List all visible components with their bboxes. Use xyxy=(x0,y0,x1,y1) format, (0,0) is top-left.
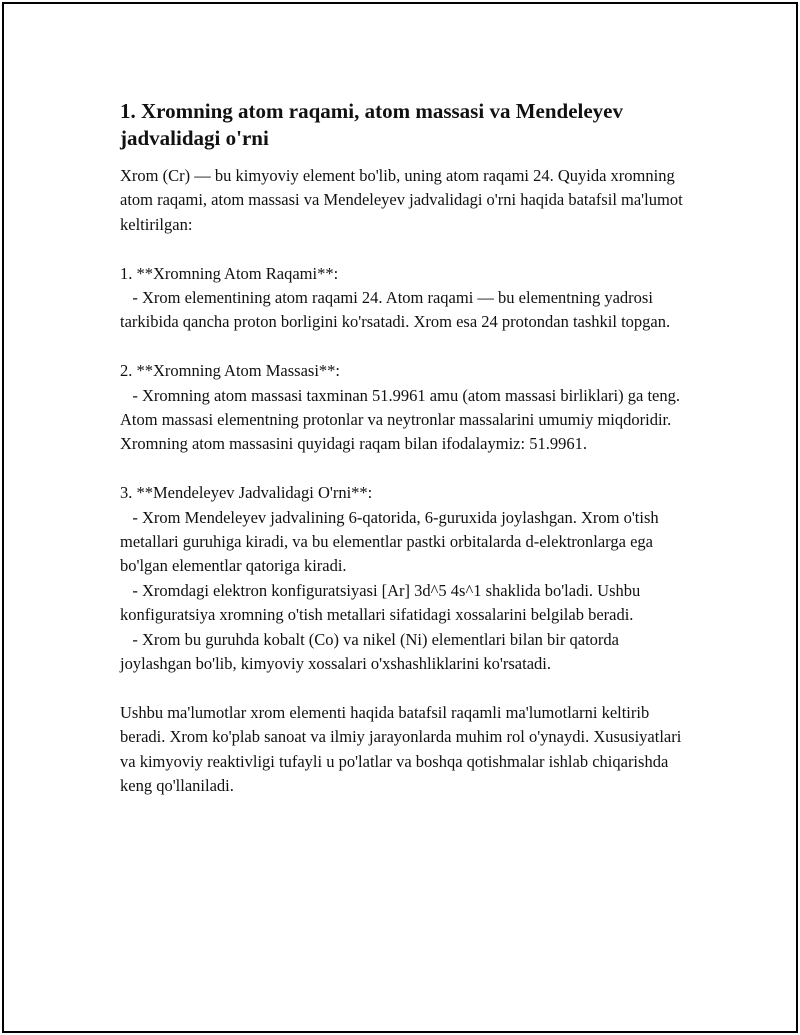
document-title: 1. Xromning atom raqami, atom massasi va Mendeleyev jadvalidagi o'rni xyxy=(120,99,623,150)
intro-paragraph: Xrom (Cr) — bu kimyoviy element bo'lib, uning atom raqami 24. Quyida xromning atom raqami, atom massasi va Mendeleyev jadvalidagi o'rni haqida batafsil ma'lumot keltirilgan: xyxy=(120,166,683,234)
bullet-group-neighbors: - Xrom bu guruhda kobalt (Co) va nikel (Ni) elementlari bilan bir qatorda joylashgan bo'lib, kimyoviy xossalari o'xshashliklarini ko'rsatadi. xyxy=(120,629,624,674)
bullet-electron-configuration: - Xromdagi elektron konfiguratsiyasi [Ar] 3d^5 4s^1 shaklida bo'ladi. Ushbu konfiguratsiya xromning o'tish metallari sifatidagi xossalarini belgilab beradi. xyxy=(120,580,645,625)
bullet-periodic-position: - Xrom Mendeleyev jadvalining 6-qatorida, 6-guruxida joylashgan. Xrom o'tish metallari guruhiga kiradi, va bu elementlar pastki orbitalarda d-elektronlarga ega bo'lgan elementlar qatoriga kiradi. xyxy=(120,507,663,576)
spacer xyxy=(120,457,688,481)
document-body xyxy=(120,98,688,799)
page-frame xyxy=(2,2,798,1033)
bullet-atom-number: - Xrom elementining atom raqami 24. Atom raqami — bu elementning yadrosi tarkibida qancha proton borligini ko'rsatadi. Xrom esa 24 protondan tashkil topgan. xyxy=(120,288,671,332)
conclusion-paragraph: Ushbu ma'lumotlar xrom elementi haqida batafsil raqamli ma'lumotlarni keltirib beradi. Xrom ko'plab sanoat va ilmiy jarayonlarda muhim rol o'ynaydi. Xususiyatlari va kimyoviy reaktivligi tufayli u po'latlar va boshqa qotishmalar ishlab chiqarishda keng qo'llaniladi. xyxy=(120,702,682,796)
section-heading-atom-number: 1. **Xromning Atom Raqami**: xyxy=(120,263,339,283)
spacer xyxy=(120,676,688,700)
spacer xyxy=(120,335,688,359)
section-heading-atom-mass: 2. **Xromning Atom Massasi**: xyxy=(120,361,341,381)
section-heading-periodic-position: 3. **Mendeleyev Jadvalidagi O'rni**: xyxy=(120,483,373,503)
spacer xyxy=(120,237,688,261)
bullet-atom-mass: - Xromning atom massasi taxminan 51.9961 amu (atom massasi birliklari) ga teng. Atom massasi elementning protonlar va neytronlar massalarini umumiy miqdoridir. Xromning atom massasini quyidagi raqam bilan ifodalaymiz: 51.9961. xyxy=(120,385,684,454)
